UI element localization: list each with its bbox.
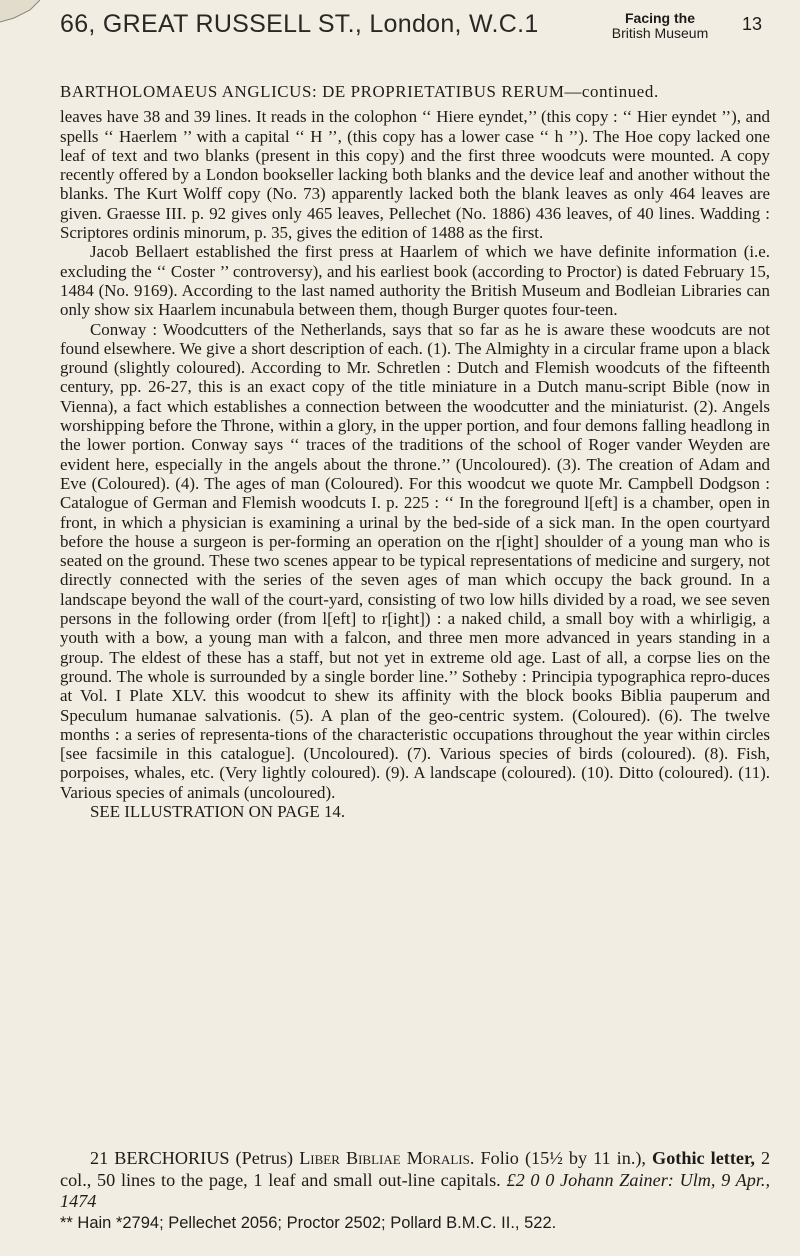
entry-format: Folio (15½ by 11 in.), bbox=[480, 1148, 646, 1168]
entry-imprint: Johann Zainer: Ulm, 9 Apr., 1474 bbox=[60, 1169, 771, 1211]
torn-corner-edge bbox=[0, 0, 40, 24]
entry-author: BERCHORIUS bbox=[114, 1148, 230, 1168]
entry-number: 21 bbox=[90, 1148, 109, 1168]
catalogue-entry-21 bbox=[60, 1148, 770, 1234]
entry-price: £2 0 0 bbox=[506, 1169, 555, 1190]
section-subhead: BARTHOLOMAEUS ANGLICUS: DE PROPRIETATIBUS RERUM—continued. bbox=[60, 82, 659, 101]
entry-continuation bbox=[60, 82, 770, 821]
entry-type: Gothic letter, bbox=[652, 1148, 755, 1168]
paragraph-woodcuts: Conway : Woodcutters of the Netherlands, says that so far as he is aware these woodcuts are not found elsewhere. We give a short description of each. (1). The Almighty in a circular frame upon a black ground (slightly coloured). According to Mr. Schretlen : Dutch and Flemish woodcuts of the fifteenth century, pp. 26-27, this is an exact copy of the title miniature in a Dutch manu-script Bible (now in Vienna), a fact which establishes a connection between the woodcutter and the miniaturist. (2). Angels worshipping before the Throne, within a glory, in the upper portion, and four demons falling headlong in the lower portion. Conway says ‘‘ traces of the traditions of the school of Roger vander Weyden are evident here, especially in the angels about the throne.’’ (Uncoloured). (3). The creation of Adam and Eve (Coloured). (4). The ages of man (Coloured). For this woodcut we quote Mr. Campbell Dodgson : Catalogue of German and Flemish woodcuts I. p. 225 : ‘‘ In the foreground l[eft] is a chamber, open in front, in which a physician is examining a urinal by the bed-side of a sick man. In the open courtyard before the house a surgeon is per-forming an operation on the r[ight] shoulder of a young man who is seated on the ground. These two scenes appear to be typical representations of medicine and surgery, not directly connected with the series of the seven ages of man which occupy the back ground. In a landscape beyond the wall of the court-yard, consisting of two low hills divided by a road, we see seven persons in the following order (from l[eft] to r[ight]) : a naked child, a small boy with a whirligig, a youth with a bow, a young man with a falcon, and three men more advanced in years standing in a group. The eldest of these has a staff, but not yet in extreme old age. Last of all, a corpse lies on the ground. The whole is surrounded by a single border line.’’ Sotheby : Principia typographica repro-duces at Vol. I Plate XLV. this woodcut to shew its affinity with the block books Biblia pauperum and Speculum humanae salvationis. (5). A plan of the geo-centric system. (Coloured). (6). The twelve months : a series of representa-tions of the characteristic occupations throughout the year within circles [see facsimile in this catalogue]. (Uncoloured). (7). Various species of birds (coloured). (8). Fish, porpoises, whales, etc. (Very lightly coloured). (9). A landscape (coloured). (10). Ditto (coloured). (11). Various species of animals (uncoloured). bbox=[60, 319, 770, 802]
entry-title: Liber Bibliae Moralis. bbox=[299, 1148, 475, 1168]
paragraph-bellaert: Jacob Bellaert established the first press at Haarlem of which we have definite information (i.e. excluding the ‘‘ Coster ’’ controversy), and his earliest book (according to Proctor) is dated February 15, 1484 (No. 9169). According to the last named authority the British Museum and Bodleian Libraries can only show six Haarlem incunabula between them, though Burger quotes four-teen. bbox=[60, 242, 770, 320]
facing-line-1: Facing the bbox=[624, 10, 695, 26]
paragraph-collation: leaves have 38 and 39 lines. It reads in the colophon ‘‘ Hiere eyndet,’’ (this copy : ‘‘ Hier eyndet ’’), and spells ‘‘ Haerlem ’’ with a capital ‘‘ H ’’, (this copy has a lower case ‘‘ h ’’). The Hoe copy lacked one leaf of text and two blanks (present in this copy) and the first three woodcuts were mounted. A copy recently offered by a London bookseller lacking both blanks and the device leaf and another without the blanks. The Kurt Wolff copy (No. 73) apparently lacked both the blank leaves as only 464 leaves are given. Graesse III. p. 92 gives only 465 leaves, Pellechet (No. 1886) 436 leaves, of 40 lines. Wadding : Scriptores ordinis minorum, p. 35, gives the edition of 1488 as the first. bbox=[60, 107, 770, 243]
entry-details: 2 col., 50 lines to the page, 1 leaf and small out-line capitals. bbox=[60, 1148, 771, 1190]
facing-line-2: British Museum bbox=[611, 25, 709, 41]
entry-heading bbox=[60, 1148, 770, 1213]
running-head-address: 66, GREAT RUSSELL ST., London, W.C.1 bbox=[60, 10, 539, 38]
page-number: 13 bbox=[741, 14, 762, 34]
facing-museum-note bbox=[600, 11, 720, 41]
page-header bbox=[60, 10, 772, 50]
entry-references: ** Hain *2794; Pellechet 2056; Proctor 2502; Pollard B.M.C. II., 522. bbox=[60, 1213, 557, 1232]
illustration-reference: SEE ILLUSTRATION ON PAGE 14. bbox=[90, 801, 346, 821]
entry-forename: (Petrus) bbox=[235, 1148, 294, 1168]
